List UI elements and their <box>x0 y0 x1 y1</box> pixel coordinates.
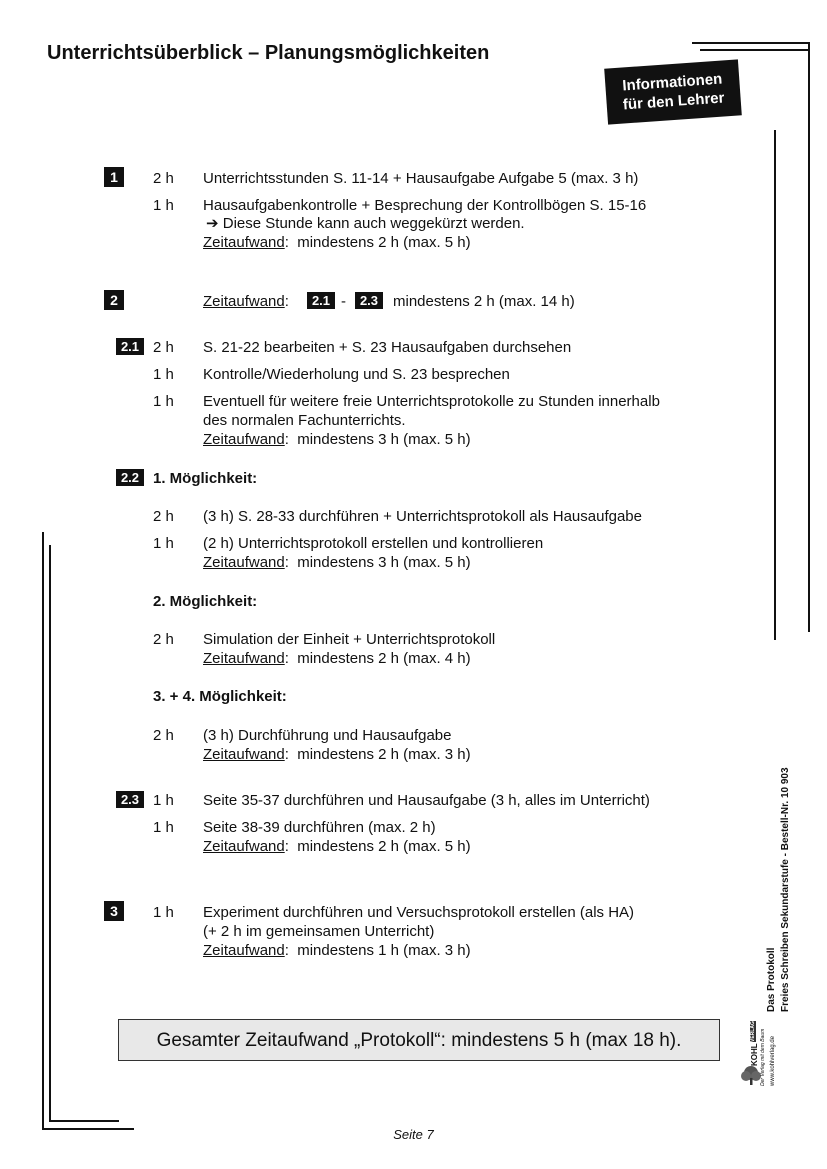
s21-row1-hours: 2 h <box>153 339 174 356</box>
zeitaufwand-value: mindestens 1 h (max. 3 h) <box>297 942 471 959</box>
s22-option2-zeitaufwand: Zeitaufwand: mindestens 2 h (max. 4 h) <box>203 650 471 667</box>
s2-zeitaufwand-value: mindestens 2 h (max. 14 h) <box>393 293 575 310</box>
frame-top-line-inner <box>700 49 810 51</box>
s21-row2-text: Kontrolle/Wiederholung und S. 23 besprechen <box>203 366 510 383</box>
info-box-line-1: Informationen <box>621 70 723 95</box>
s22-option3-row1-text: (3 h) Durchführung und Hausaufgabe <box>203 727 452 744</box>
s22-option1-row1-hours: 2 h <box>153 508 174 525</box>
frame-left-line <box>42 532 44 1130</box>
zeitaufwand-label: Zeitaufwand <box>203 554 285 571</box>
s3-row1-text: Experiment durchführen und Versuchsprotokoll erstellen (als HA) <box>203 904 635 921</box>
s22-option1-zeitaufwand: Zeitaufwand: mindestens 3 h (max. 5 h) <box>203 554 471 571</box>
s23-row2-text: Seite 38-39 durchführen (max. 2 h) <box>203 819 436 836</box>
frame-bottom-line-inner <box>49 1120 119 1122</box>
total-time-summary: Gesamter Zeitaufwand „Protokoll“: mindestens 5 h (max 18 h). <box>118 1019 720 1061</box>
section-badge-2-1-ref: 2.1 <box>307 292 335 309</box>
s1-row1-text: Unterrichtsstunden S. 11-14 + Hausaufgabe Aufgabe 5 (max. 3 h) <box>203 170 639 187</box>
s23-row1-hours: 1 h <box>153 792 174 809</box>
publisher-slogan: Der Verlag mit dem Baum <box>760 1028 766 1086</box>
section-badge-1: 1 <box>104 167 124 187</box>
zeitaufwand-value: mindestens 3 h (max. 5 h) <box>297 431 471 448</box>
frame-left-line-inner <box>49 545 51 1121</box>
s1-row1-hours: 2 h <box>153 170 174 187</box>
section-badge-2-3-ref: 2.3 <box>355 292 383 309</box>
sidebar-title: Das Protokoll <box>766 947 777 1012</box>
zeitaufwand-label: Zeitaufwand <box>203 746 285 763</box>
publisher-logo <box>740 1020 798 1090</box>
s1-arrow-text: Diese Stunde kann auch weggekürzt werden. <box>222 215 525 232</box>
section-badge-2: 2 <box>104 290 124 310</box>
s22-option2-row1-hours: 2 h <box>153 631 174 648</box>
s21-row2-hours: 1 h <box>153 366 174 383</box>
zeitaufwand-value: mindestens 3 h (max. 5 h) <box>297 554 471 571</box>
arrow-right-icon: ➔ <box>206 215 219 232</box>
s23-zeitaufwand: Zeitaufwand: mindestens 2 h (max. 5 h) <box>203 838 471 855</box>
s21-row1-text: S. 21-22 bearbeiten + S. 23 Hausaufgaben durchsehen <box>203 339 572 356</box>
s22-option1-row2-text: (2 h) Unterrichtsprotokoll erstellen und kontrollieren <box>203 535 544 552</box>
s21-zeitaufwand: Zeitaufwand: mindestens 3 h (max. 5 h) <box>203 431 471 448</box>
s3-zeitaufwand: Zeitaufwand: mindestens 1 h (max. 3 h) <box>203 942 471 959</box>
info-for-teacher-box <box>604 59 742 124</box>
section-badge-3: 3 <box>104 901 124 921</box>
zeitaufwand-value: mindestens 2 h (max. 4 h) <box>297 650 471 667</box>
s22-option1-row2-hours: 1 h <box>153 535 174 552</box>
zeitaufwand-label: Zeitaufwand <box>203 942 285 959</box>
zeitaufwand-label: Zeitaufwand <box>203 293 285 310</box>
s21-row3-hours: 1 h <box>153 393 174 410</box>
s22-option1-row1-text: (3 h) S. 28-33 durchführen + Unterrichtsprotokoll als Hausaufgabe <box>203 508 642 525</box>
frame-top-line <box>692 42 810 44</box>
frame-right-line <box>808 42 810 632</box>
s2-dash: - <box>341 293 346 310</box>
s22-option3-zeitaufwand: Zeitaufwand: mindestens 2 h (max. 3 h) <box>203 746 471 763</box>
section-badge-2-2: 2.2 <box>116 469 144 486</box>
zeitaufwand-label: Zeitaufwand <box>203 838 285 855</box>
zeitaufwand-label: Zeitaufwand <box>203 234 285 251</box>
page-title: Unterrichtsüberblick – Planungsmöglichkeiten <box>47 42 490 64</box>
zeitaufwand-value: mindestens 2 h (max. 5 h) <box>297 234 471 251</box>
frame-right-line-inner <box>774 130 776 640</box>
section-badge-2-1: 2.1 <box>116 338 144 355</box>
page-number: Seite 7 <box>393 1127 434 1142</box>
s1-arrow-note <box>206 214 525 233</box>
s22-option1-heading: 1. Möglichkeit: <box>153 470 258 487</box>
tree-icon <box>740 1064 762 1086</box>
s3-row1-hours: 1 h <box>153 904 174 921</box>
s3-row1-continued: (+ 2 h im gemeinsamen Unterricht) <box>203 923 435 940</box>
s23-row2-hours: 1 h <box>153 819 174 836</box>
section-badge-2-3: 2.3 <box>116 791 144 808</box>
sidebar-order-info: Freies Schreiben Sekundarstufe - Bestell-Nr. 10 903 <box>780 767 791 1012</box>
s22-option2-heading: 2. Möglichkeit: <box>153 593 258 610</box>
s22-option3-row1-hours: 2 h <box>153 727 174 744</box>
s21-row3-continued: des normalen Fachunterrichts. <box>203 412 406 429</box>
s1-zeitaufwand: Zeitaufwand: mindestens 2 h (max. 5 h) <box>203 234 471 251</box>
s23-row1-text: Seite 35-37 durchführen und Hausaufgabe (3 h, alles im Unterricht) <box>203 792 650 809</box>
s2-zeitaufwand: Zeitaufwand: <box>203 293 289 310</box>
zeitaufwand-label: Zeitaufwand <box>203 650 285 667</box>
s1-row2-text: Hausaufgabenkontrolle + Besprechung der Kontrollbögen S. 15-16 <box>203 197 647 214</box>
s22-option2-row1-text: Simulation der Einheit + Unterrichtsprotokoll <box>203 631 496 648</box>
publisher-tag: VERLAG <box>750 1021 756 1042</box>
zeitaufwand-value: mindestens 2 h (max. 5 h) <box>297 838 471 855</box>
publisher-url: www.kohlverlag.de <box>770 1035 776 1086</box>
s21-row3-text: Eventuell für weitere freie Unterrichtsprotokolle zu Stunden innerhalb <box>203 393 660 410</box>
zeitaufwand-label: Zeitaufwand <box>203 431 285 448</box>
zeitaufwand-value: mindestens 2 h (max. 3 h) <box>297 746 471 763</box>
publisher-name: KOHL <box>750 1043 759 1066</box>
s22-option3-heading: 3. + 4. Möglichkeit: <box>153 688 287 705</box>
info-box-line-2: für den Lehrer <box>622 89 725 114</box>
s1-row2-hours: 1 h <box>153 197 174 214</box>
